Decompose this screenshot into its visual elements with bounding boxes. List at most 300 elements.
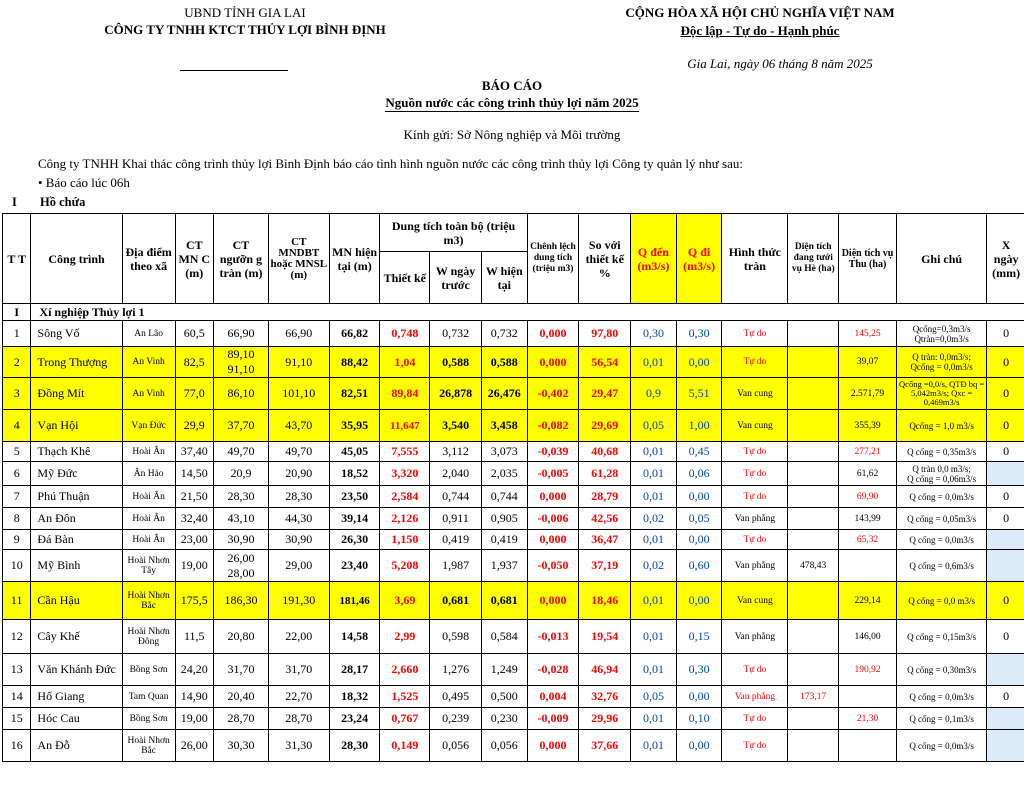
cell-qout: 0,45 bbox=[676, 442, 722, 462]
cell-dtt bbox=[839, 550, 897, 582]
cell-mn: 88,42 bbox=[329, 347, 380, 378]
cell-mnc: 19,00 bbox=[175, 550, 214, 582]
cell-wn: 26,476 bbox=[481, 378, 527, 410]
section-number: I bbox=[12, 195, 17, 209]
nation-name: CỘNG HÒA XÃ HỘI CHỦ NGHĨA VIỆT NAM bbox=[625, 5, 895, 20]
cell-mndbt: 30,90 bbox=[268, 530, 329, 550]
cell-cl: -0,082 bbox=[527, 410, 579, 442]
table-row bbox=[3, 530, 1024, 550]
cell-wn: 0,056 bbox=[481, 730, 527, 762]
cell-note: Q cống = 0,6m3/s bbox=[896, 550, 986, 582]
cell-wn: 0,588 bbox=[481, 347, 527, 378]
cell-qin: 0,01 bbox=[631, 582, 677, 620]
cell-mnc: 37,40 bbox=[175, 442, 214, 462]
cell-tran: 26,00 28,00 bbox=[214, 550, 269, 582]
cell-name: Cần Hậu bbox=[31, 582, 122, 620]
cell-note: Q cống = 0,0 m3/s bbox=[896, 582, 986, 620]
cell-mnc: 23,00 bbox=[175, 530, 214, 550]
cell-tran: 30,30 bbox=[214, 730, 269, 762]
cell-qin: 0,01 bbox=[631, 442, 677, 462]
cell-tk: 2,584 bbox=[380, 486, 430, 508]
cell-wn: 1,937 bbox=[481, 550, 527, 582]
cell-loc: Bồng Sơn bbox=[122, 708, 175, 730]
cell-mnc: 60,5 bbox=[175, 321, 214, 347]
group-row bbox=[3, 304, 1024, 321]
cell-cl: -0,050 bbox=[527, 550, 579, 582]
cell-note: Q cống = 0,0m3/s bbox=[896, 530, 986, 550]
org-header bbox=[60, 4, 430, 38]
cell-dth bbox=[788, 708, 839, 730]
header-divider bbox=[180, 70, 288, 71]
cell-mn: 28,30 bbox=[329, 730, 380, 762]
cell-tran: 28,30 bbox=[214, 486, 269, 508]
cell-pct: 61,28 bbox=[579, 462, 631, 486]
col-spill: Hình thức tràn bbox=[722, 214, 788, 304]
col-location: Địa điểm theo xã bbox=[122, 214, 175, 304]
cell-wn: 0,905 bbox=[481, 508, 527, 530]
cell-mn: 45,05 bbox=[329, 442, 380, 462]
cell-tt: 8 bbox=[3, 508, 31, 530]
cell-x: 0 bbox=[987, 486, 1024, 508]
cell-note: Q cống = 0,0m3/s bbox=[896, 486, 986, 508]
cell-wp: 0,239 bbox=[430, 708, 482, 730]
col-pct: So với thiết kế % bbox=[579, 214, 631, 304]
cell-wn: 0,419 bbox=[481, 530, 527, 550]
cell-tt: 5 bbox=[3, 442, 31, 462]
group-name: Xí nghiệp Thủy lợi 1 bbox=[31, 304, 1024, 321]
cell-dtt: 21,30 bbox=[839, 708, 897, 730]
cell-name: Hố Giang bbox=[31, 686, 122, 708]
cell-wp: 0,056 bbox=[430, 730, 482, 762]
cell-pct: 29,96 bbox=[579, 708, 631, 730]
cell-mnc: 32,40 bbox=[175, 508, 214, 530]
cell-dtt: 69,90 bbox=[839, 486, 897, 508]
cell-pct: 29,47 bbox=[579, 378, 631, 410]
cell-loc: Hoài Ân bbox=[122, 530, 175, 550]
table-row bbox=[3, 730, 1024, 762]
col-q-in: Q đến (m3/s) bbox=[631, 214, 677, 304]
reservoir-table bbox=[2, 213, 1024, 762]
cell-tran: 66,90 bbox=[214, 321, 269, 347]
table-row bbox=[3, 486, 1024, 508]
col-ct-mnc: CT MN C (m) bbox=[175, 214, 214, 304]
col-area-summer: Diện tích đang tưới vụ Hè (ha) bbox=[788, 214, 839, 304]
cell-qin: 0,01 bbox=[631, 654, 677, 686]
cell-cl: 0,000 bbox=[527, 321, 579, 347]
cell-pct: 18,46 bbox=[579, 582, 631, 620]
cell-wn: 0,230 bbox=[481, 708, 527, 730]
cell-pct: 32,76 bbox=[579, 686, 631, 708]
table-row bbox=[3, 620, 1024, 654]
cell-x: 0 bbox=[987, 582, 1024, 620]
cell-tran: 20,9 bbox=[214, 462, 269, 486]
cell-spill: Tự do bbox=[722, 347, 788, 378]
cell-dth bbox=[788, 321, 839, 347]
cell-cl: -0,028 bbox=[527, 654, 579, 686]
cell-pct: 40,68 bbox=[579, 442, 631, 462]
cell-tran: 28,70 bbox=[214, 708, 269, 730]
cell-wp: 0,495 bbox=[430, 686, 482, 708]
cell-name: Trong Thượng bbox=[31, 347, 122, 378]
cell-mnc: 21,50 bbox=[175, 486, 214, 508]
cell-dtt: 145,25 bbox=[839, 321, 897, 347]
cell-mnc: 14,90 bbox=[175, 686, 214, 708]
cell-mndbt: 20,90 bbox=[268, 462, 329, 486]
cell-qout: 0,00 bbox=[676, 686, 722, 708]
cell-dtt: 146,00 bbox=[839, 620, 897, 654]
cell-note: Q cống = 0,05m3/s bbox=[896, 508, 986, 530]
cell-wn: 0,744 bbox=[481, 486, 527, 508]
cell-wp: 0,588 bbox=[430, 347, 482, 378]
cell-note: Q cống = 0,30m3/s bbox=[896, 654, 986, 686]
table-row bbox=[3, 686, 1024, 708]
cell-spill: Tự do bbox=[722, 321, 788, 347]
cell-tt: 13 bbox=[3, 654, 31, 686]
cell-pct: 56,54 bbox=[579, 347, 631, 378]
cell-name: Đá Bàn bbox=[31, 530, 122, 550]
cell-cl: -0,402 bbox=[527, 378, 579, 410]
cell-mn: 82,51 bbox=[329, 378, 380, 410]
cell-name: Đồng Mít bbox=[31, 378, 122, 410]
cell-loc: An Vinh bbox=[122, 347, 175, 378]
cell-name: Phú Thuận bbox=[31, 486, 122, 508]
recipient: Kính gửi: Sở Nông nghiệp và Môi trường bbox=[403, 127, 621, 142]
cell-mn: 18,52 bbox=[329, 462, 380, 486]
cell-mnc: 11,5 bbox=[175, 620, 214, 654]
cell-mndbt: 22,70 bbox=[268, 686, 329, 708]
cell-tk: 1,150 bbox=[380, 530, 430, 550]
cell-qout: 0,30 bbox=[676, 654, 722, 686]
nation-header bbox=[560, 4, 960, 40]
cell-qin: 0,01 bbox=[631, 708, 677, 730]
cell-pct: 97,80 bbox=[579, 321, 631, 347]
cell-qout: 0,30 bbox=[676, 321, 722, 347]
cell-qout: 0,00 bbox=[676, 530, 722, 550]
cell-dtt bbox=[839, 730, 897, 762]
cell-mndbt: 31,70 bbox=[268, 654, 329, 686]
cell-tran: 31,70 bbox=[214, 654, 269, 686]
cell-cl: -0,006 bbox=[527, 508, 579, 530]
cell-dtt: 229,14 bbox=[839, 582, 897, 620]
cell-qout: 0,10 bbox=[676, 708, 722, 730]
cell-mnc: 26,00 bbox=[175, 730, 214, 762]
cell-tt: 15 bbox=[3, 708, 31, 730]
col-q-out: Q đi (m3/s) bbox=[676, 214, 722, 304]
report-subtitle: Nguồn nước các công trình thủy lợi năm 2025 bbox=[385, 95, 639, 110]
cell-x: 0 bbox=[987, 410, 1024, 442]
place-date: Gia Lai, ngày 06 tháng 8 năm 2025 bbox=[687, 56, 873, 71]
cell-pct: 28,79 bbox=[579, 486, 631, 508]
cell-name: Sông Vố bbox=[31, 321, 122, 347]
cell-pct: 29,69 bbox=[579, 410, 631, 442]
cell-x bbox=[987, 462, 1024, 486]
table-row bbox=[3, 347, 1024, 378]
cell-tt: 1 bbox=[3, 321, 31, 347]
cell-qin: 0,02 bbox=[631, 508, 677, 530]
cell-cl: -0,009 bbox=[527, 708, 579, 730]
cell-qin: 0,30 bbox=[631, 321, 677, 347]
cell-wp: 0,732 bbox=[430, 321, 482, 347]
cell-note: Qcống =0,0/s, QTĐ bq = 5,042m3/s; Qxc = 0,469m3/s bbox=[896, 378, 986, 410]
cell-name: Mỹ Đức bbox=[31, 462, 122, 486]
cell-tk: 2,99 bbox=[380, 620, 430, 654]
cell-qout: 0,06 bbox=[676, 462, 722, 486]
cell-cl: 0,000 bbox=[527, 730, 579, 762]
cell-loc: Ân Hảo bbox=[122, 462, 175, 486]
cell-x: 0 bbox=[987, 686, 1024, 708]
cell-x bbox=[987, 530, 1024, 550]
cell-x bbox=[987, 730, 1024, 762]
cell-tk: 3,69 bbox=[380, 582, 430, 620]
cell-mnc: 77,0 bbox=[175, 378, 214, 410]
cell-dth bbox=[788, 347, 839, 378]
cell-mndbt: 191,30 bbox=[268, 582, 329, 620]
cell-dth bbox=[788, 530, 839, 550]
cell-pct: 42,56 bbox=[579, 508, 631, 530]
cell-dth bbox=[788, 462, 839, 486]
cell-wp: 0,911 bbox=[430, 508, 482, 530]
cell-tk: 3,320 bbox=[380, 462, 430, 486]
table-row bbox=[3, 508, 1024, 530]
cell-dtt: 65,32 bbox=[839, 530, 897, 550]
cell-dtt: 143,99 bbox=[839, 508, 897, 530]
cell-loc: Hoài Nhơn Tây bbox=[122, 550, 175, 582]
cell-dth bbox=[788, 508, 839, 530]
cell-tt: 14 bbox=[3, 686, 31, 708]
cell-spill: Van phẳng bbox=[722, 508, 788, 530]
cell-tt: 16 bbox=[3, 730, 31, 762]
cell-tran: 86,10 bbox=[214, 378, 269, 410]
cell-qin: 0,01 bbox=[631, 486, 677, 508]
cell-wp: 2,040 bbox=[430, 462, 482, 486]
section-title: Hồ chứa bbox=[40, 195, 86, 209]
cell-note: Q tràn: 0,0m3/s; Qcống = 0,0m3/s bbox=[896, 347, 986, 378]
cell-tran: 30,90 bbox=[214, 530, 269, 550]
cell-tk: 2,660 bbox=[380, 654, 430, 686]
cell-note: Q cống = 0,1m3/s bbox=[896, 708, 986, 730]
cell-wn: 2,035 bbox=[481, 462, 527, 486]
col-v-design: Thiết kế bbox=[380, 252, 430, 304]
col-x-day: X ngày (mm) bbox=[987, 214, 1024, 304]
cell-tt: 6 bbox=[3, 462, 31, 486]
cell-tt: 10 bbox=[3, 550, 31, 582]
cell-dth: 173,17 bbox=[788, 686, 839, 708]
table-row bbox=[3, 582, 1024, 620]
cell-mndbt: 101,10 bbox=[268, 378, 329, 410]
cell-x bbox=[987, 550, 1024, 582]
table-row bbox=[3, 708, 1024, 730]
cell-x: 0 bbox=[987, 321, 1024, 347]
cell-spill: Van phẳng bbox=[722, 686, 788, 708]
cell-mn: 28,17 bbox=[329, 654, 380, 686]
cell-name: Mỹ Bình bbox=[31, 550, 122, 582]
cell-dth bbox=[788, 654, 839, 686]
cell-mn: 23,40 bbox=[329, 550, 380, 582]
cell-note: Qcống=0,3m3/s Qtràn=0,0m3/s bbox=[896, 321, 986, 347]
cell-name: Thạch Khê bbox=[31, 442, 122, 462]
cell-x bbox=[987, 708, 1024, 730]
cell-note: Q cống = 0,0m3/s bbox=[896, 730, 986, 762]
cell-x bbox=[987, 654, 1024, 686]
col-tt: T T bbox=[3, 214, 31, 304]
cell-tt: 4 bbox=[3, 410, 31, 442]
cell-mn: 23,24 bbox=[329, 708, 380, 730]
cell-loc: Hoài Ân bbox=[122, 486, 175, 508]
cell-cl: -0,005 bbox=[527, 462, 579, 486]
col-w-now: W hiện tại bbox=[481, 252, 527, 304]
cell-tt: 11 bbox=[3, 582, 31, 620]
org-name: CÔNG TY TNHH KTCT THỦY LỢI BÌNH ĐỊNH bbox=[104, 22, 386, 37]
cell-qout: 0,60 bbox=[676, 550, 722, 582]
cell-qin: 0,01 bbox=[631, 462, 677, 486]
cell-wp: 26,878 bbox=[430, 378, 482, 410]
cell-mn: 23,50 bbox=[329, 486, 380, 508]
cell-tk: 2,126 bbox=[380, 508, 430, 530]
cell-wp: 3,112 bbox=[430, 442, 482, 462]
cell-loc: Hoài Ân bbox=[122, 442, 175, 462]
cell-spill: Tự do bbox=[722, 442, 788, 462]
cell-pct: 46,94 bbox=[579, 654, 631, 686]
cell-spill: Tự do bbox=[722, 530, 788, 550]
report-time: • Báo cáo lúc 06h bbox=[38, 175, 130, 190]
cell-cl: 0,004 bbox=[527, 686, 579, 708]
table-row bbox=[3, 442, 1024, 462]
cell-tt: 12 bbox=[3, 620, 31, 654]
report-title: BÁO CÁO bbox=[481, 78, 543, 93]
cell-tk: 7,555 bbox=[380, 442, 430, 462]
cell-cl: 0,000 bbox=[527, 582, 579, 620]
cell-tk: 5,208 bbox=[380, 550, 430, 582]
cell-name: Cây Khế bbox=[31, 620, 122, 654]
cell-dtt: 61,62 bbox=[839, 462, 897, 486]
cell-mndbt: 29,00 bbox=[268, 550, 329, 582]
cell-mn: 181,46 bbox=[329, 582, 380, 620]
table-row bbox=[3, 378, 1024, 410]
cell-tran: 37,70 bbox=[214, 410, 269, 442]
cell-qin: 0,9 bbox=[631, 378, 677, 410]
cell-dth bbox=[788, 442, 839, 462]
cell-wn: 1,249 bbox=[481, 654, 527, 686]
cell-pct: 19,54 bbox=[579, 620, 631, 654]
col-volume-group: Dung tích toàn bộ (triệu m3) bbox=[380, 214, 527, 252]
cell-wp: 1,987 bbox=[430, 550, 482, 582]
cell-tt: 2 bbox=[3, 347, 31, 378]
cell-tk: 0,149 bbox=[380, 730, 430, 762]
cell-spill: Tự do bbox=[722, 730, 788, 762]
cell-spill: Van cung bbox=[722, 410, 788, 442]
cell-mnc: 29,9 bbox=[175, 410, 214, 442]
cell-spill: Van phẳng bbox=[722, 620, 788, 654]
cell-qin: 0,05 bbox=[631, 686, 677, 708]
cell-qin: 0,05 bbox=[631, 410, 677, 442]
cell-spill: Tự do bbox=[722, 708, 788, 730]
cell-x: 0 bbox=[987, 508, 1024, 530]
cell-mnc: 14,50 bbox=[175, 462, 214, 486]
cell-qin: 0,01 bbox=[631, 730, 677, 762]
cell-name: An Đỗ bbox=[31, 730, 122, 762]
cell-wp: 0,598 bbox=[430, 620, 482, 654]
cell-tk: 11,647 bbox=[380, 410, 430, 442]
cell-mndbt: 44,30 bbox=[268, 508, 329, 530]
cell-note: Q cống = 0,35m3/s bbox=[896, 442, 986, 462]
cell-loc: Bồng Sơn bbox=[122, 654, 175, 686]
cell-loc: An Lão bbox=[122, 321, 175, 347]
cell-cl: 0,000 bbox=[527, 530, 579, 550]
table-row bbox=[3, 462, 1024, 486]
cell-dth bbox=[788, 582, 839, 620]
cell-name: Văn Khánh Đức bbox=[31, 654, 122, 686]
cell-note: Q cống = 0,0m3/s bbox=[896, 686, 986, 708]
cell-qin: 0,01 bbox=[631, 347, 677, 378]
cell-dth bbox=[788, 378, 839, 410]
cell-spill: Van phẳng bbox=[722, 550, 788, 582]
cell-wn: 0,732 bbox=[481, 321, 527, 347]
cell-tk: 0,767 bbox=[380, 708, 430, 730]
col-ct-tran: CT ngưỡn g tràn (m) bbox=[214, 214, 269, 304]
cell-mnc: 24,20 bbox=[175, 654, 214, 686]
cell-qout: 0,00 bbox=[676, 730, 722, 762]
cell-wp: 0,419 bbox=[430, 530, 482, 550]
cell-mn: 35,95 bbox=[329, 410, 380, 442]
cell-tt: 7 bbox=[3, 486, 31, 508]
cell-loc: Hoài Nhơn Bắc bbox=[122, 730, 175, 762]
cell-loc: Hoài Nhơn Đông bbox=[122, 620, 175, 654]
cell-mnc: 19,00 bbox=[175, 708, 214, 730]
cell-dtt bbox=[839, 686, 897, 708]
cell-qout: 1,00 bbox=[676, 410, 722, 442]
cell-wn: 0,500 bbox=[481, 686, 527, 708]
cell-tran: 43,10 bbox=[214, 508, 269, 530]
cell-tk: 1,525 bbox=[380, 686, 430, 708]
cell-note: Q tràn 0,0 m3/s; Q cống = 0,06m3/s bbox=[896, 462, 986, 486]
cell-mn: 18,32 bbox=[329, 686, 380, 708]
cell-mn: 26,30 bbox=[329, 530, 380, 550]
col-ct-mndbt: CT MNDBT hoặc MNSL (m) bbox=[268, 214, 329, 304]
cell-qout: 0,15 bbox=[676, 620, 722, 654]
cell-dth bbox=[788, 620, 839, 654]
org-parent: UBND TỈNH GIA LAI bbox=[184, 5, 306, 20]
cell-mn: 14,58 bbox=[329, 620, 380, 654]
cell-qout: 0,00 bbox=[676, 347, 722, 378]
group-number: I bbox=[3, 304, 31, 321]
cell-spill: Tự do bbox=[722, 654, 788, 686]
cell-mndbt: 66,90 bbox=[268, 321, 329, 347]
col-note: Ghi chú bbox=[896, 214, 986, 304]
cell-wn: 0,681 bbox=[481, 582, 527, 620]
cell-tran: 49,70 bbox=[214, 442, 269, 462]
cell-qin: 0,01 bbox=[631, 530, 677, 550]
cell-pct: 36,47 bbox=[579, 530, 631, 550]
cell-dth bbox=[788, 410, 839, 442]
cell-loc: Tam Quan bbox=[122, 686, 175, 708]
cell-mndbt: 43,70 bbox=[268, 410, 329, 442]
cell-tran: 20,80 bbox=[214, 620, 269, 654]
col-w-prev: W ngày trước bbox=[430, 252, 482, 304]
cell-wp: 3,540 bbox=[430, 410, 482, 442]
cell-x: 0 bbox=[987, 442, 1024, 462]
cell-wn: 3,458 bbox=[481, 410, 527, 442]
table-row bbox=[3, 550, 1024, 582]
cell-spill: Van cung bbox=[722, 582, 788, 620]
table-row bbox=[3, 410, 1024, 442]
cell-name: An Đôn bbox=[31, 508, 122, 530]
cell-dth bbox=[788, 486, 839, 508]
cell-wn: 3,073 bbox=[481, 442, 527, 462]
cell-mndbt: 91,10 bbox=[268, 347, 329, 378]
table-row bbox=[3, 654, 1024, 686]
col-diff: Chênh lệch dung tích (triệu m3) bbox=[527, 214, 579, 304]
table-row bbox=[3, 321, 1024, 347]
